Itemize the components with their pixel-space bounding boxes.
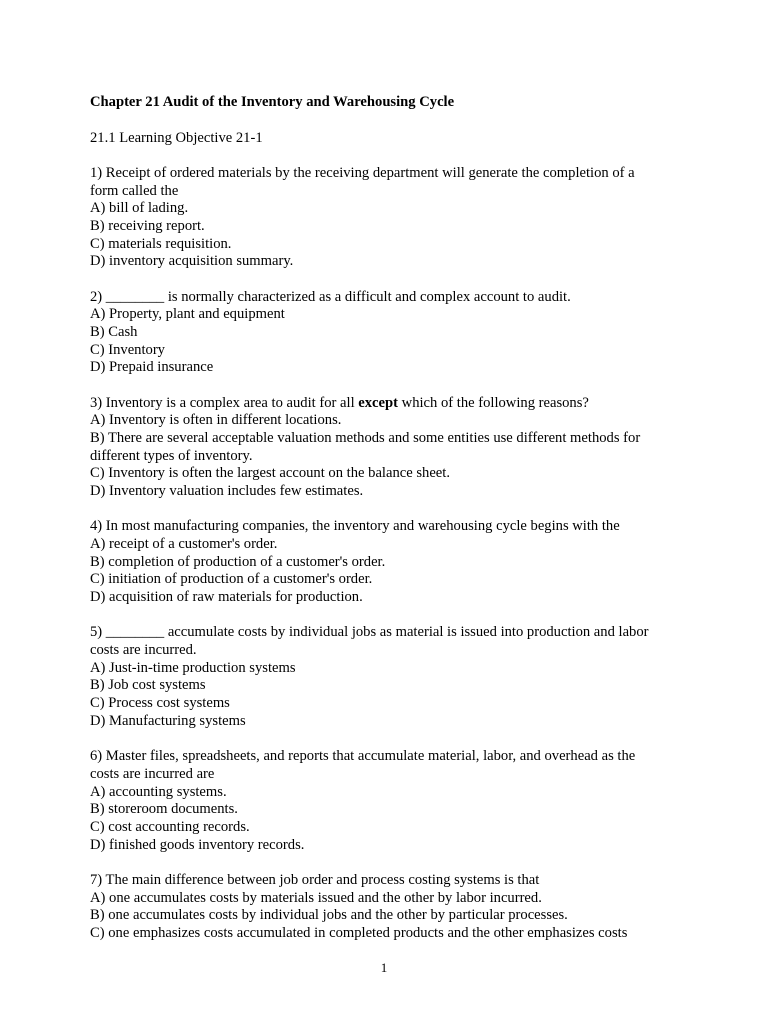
answer-option-c: C) Process cost systems — [90, 695, 230, 712]
answer-option-c: C) Inventory — [90, 341, 165, 358]
answer-option-d: D) finished goods inventory records. — [90, 836, 305, 853]
chapter-title: Chapter 21 Audit of the Inventory and Warehousing Cycle — [90, 94, 455, 110]
question-stem-line: 7) The main difference between job order and process costing systems is that — [90, 871, 540, 888]
answer-option-b: B) completion of production of a customer's order. — [90, 553, 386, 570]
question-stem-text: 3) Inventory is a complex area to audit for all — [90, 394, 359, 411]
answer-option-d: D) acquisition of raw materials for production. — [90, 589, 363, 606]
question-4 — [90, 518, 680, 607]
question-stem-text: which of the following reasons? — [398, 394, 589, 411]
question-3 — [90, 395, 680, 501]
answer-option-a: A) one accumulates costs by materials issued and the other by labor incurred. — [90, 889, 542, 906]
question-stem-line: 2) ________ is normally characterized as a difficult and complex account to audit. — [90, 288, 571, 305]
question-stem-line: costs are incurred are — [90, 765, 215, 782]
question-stem-line: 6) Master files, spreadsheets, and reports that accumulate material, labor, and overhead as the — [90, 748, 636, 765]
answer-option-c: C) materials requisition. — [90, 235, 232, 252]
answer-option-b: B) storeroom documents. — [90, 801, 238, 818]
answer-option-c: C) Inventory is often the largest account on the balance sheet. — [90, 465, 450, 482]
section-heading: 21.1 Learning Objective 21-1 — [90, 129, 263, 146]
answer-option-d: D) inventory acquisition summary. — [90, 253, 294, 270]
answer-option-b-continued: different types of inventory. — [90, 447, 253, 464]
question-stem-line: 5) ________ accumulate costs by individual jobs as material is issued into production and labor — [90, 624, 649, 641]
question-stem-line: 1) Receipt of ordered materials by the receiving department will generate the completion of a — [90, 164, 635, 181]
answer-option-d: D) Manufacturing systems — [90, 712, 246, 729]
question-stem-line: costs are incurred. — [90, 642, 197, 659]
answer-option-a: A) Just-in-time production systems — [90, 659, 296, 676]
question-1 — [90, 165, 680, 271]
answer-option-b: B) receiving report. — [90, 218, 205, 235]
page-number: 1 — [380, 960, 388, 975]
answer-option-a: A) accounting systems. — [90, 783, 227, 800]
question-stem-line: 4) In most manufacturing companies, the inventory and warehousing cycle begins with the — [90, 518, 620, 535]
answer-option-b: B) one accumulates costs by individual jobs and the other by particular processes. — [90, 907, 568, 924]
question-2 — [90, 289, 680, 378]
answer-option-a: A) bill of lading. — [90, 200, 189, 217]
answer-option-d: D) Inventory valuation includes few estimates. — [90, 483, 364, 500]
question-5 — [90, 624, 680, 730]
page-content — [90, 94, 680, 943]
question-stem-line: form called the — [90, 182, 179, 199]
question-stem-line — [90, 395, 680, 413]
answer-option-a: A) Property, plant and equipment — [90, 306, 285, 323]
answer-option-b: B) Job cost systems — [90, 677, 206, 694]
answer-option-b: B) There are several acceptable valuation methods and some entities use different methods for — [90, 430, 641, 447]
question-7 — [90, 872, 680, 943]
answer-option-c: C) one emphasizes costs accumulated in completed products and the other emphasizes costs — [90, 924, 628, 941]
question-6 — [90, 748, 680, 854]
answer-option-c: C) initiation of production of a customer's order. — [90, 571, 373, 588]
answer-option-b: B) Cash — [90, 324, 138, 341]
answer-option-a: A) receipt of a customer's order. — [90, 536, 278, 553]
answer-option-a: A) Inventory is often in different locations. — [90, 412, 342, 429]
answer-option-d: D) Prepaid insurance — [90, 359, 214, 376]
answer-option-c: C) cost accounting records. — [90, 818, 250, 835]
emphasis-except: except — [358, 394, 398, 411]
